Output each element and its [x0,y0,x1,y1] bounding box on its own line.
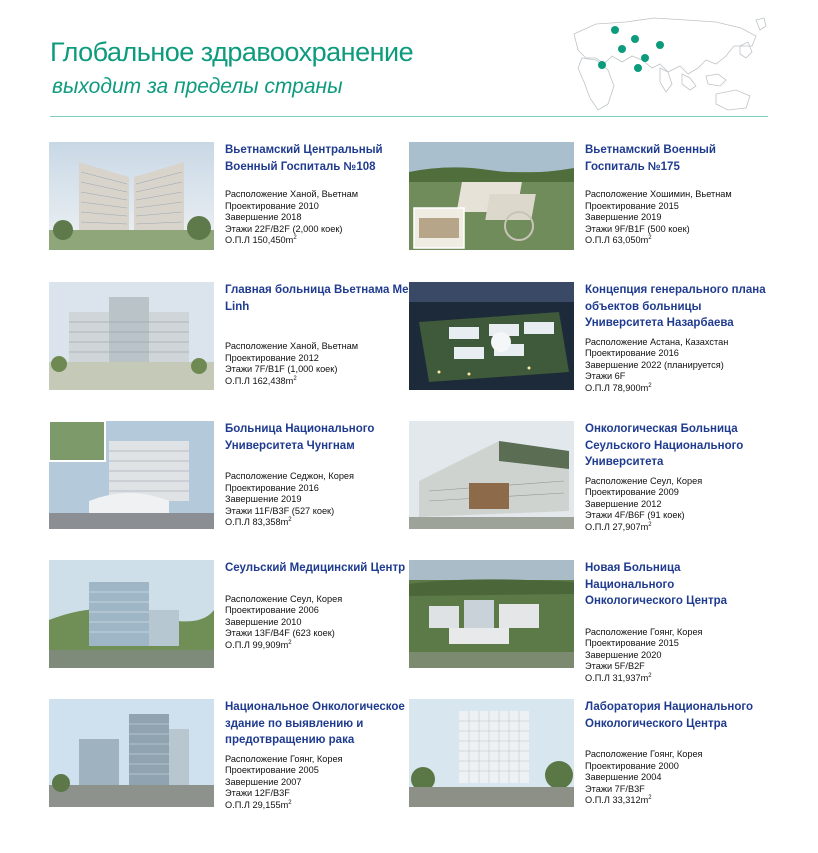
project-card: Национальное Онкологическое здание по выявлению и предотвращению рака Расположение Гоянг, Корея Проектирование 2005 Завершение 2007 Этажи 12F/B3F О.П.Л $29,155m^2$ [49,699,409,819]
project-card: Сеульский Медицинский Центр Расположение Сеул, Корея Проектирование 2006 Завершение 2010 Этажи 13F/B4F (623 коек) О.П.Л $99,909m^2$ [49,560,409,680]
project-design-year: 2010 [298,200,319,211]
project-area: 31,937 [612,672,641,683]
project-area: 162,438 [252,375,286,386]
project-floors: 12F/B3F [254,788,290,799]
project-photo [49,421,214,529]
project-location: Гоянг, Корея [650,749,703,759]
project-floors: 7F/B3F [614,783,645,794]
project-card: Вьетнамский Центральный Военный Госпиталь №108 Расположение Ханой, Вьетнам Проектирование 2010 Завершение 2018 Этажи 22F/B2F (2,000 коек) О.П.Л $150,450m^2$ [49,142,409,262]
map-marker [641,54,649,62]
project-design-year: 2015 [658,638,679,649]
project-name: Новая Больница Национального Онкологического Центра [585,562,728,607]
project-photo [409,560,574,668]
project-name: Онкологическая Больница Сеульского Национального Университета [585,423,744,468]
project-completion-year: 2019 [641,212,662,223]
project-completion-year: 2018 [281,212,302,223]
project-area: 27,907 [612,521,641,532]
project-photo [409,142,574,250]
project-card: Лаборатория Национального Онкологического Центра Расположение Гоянг, Корея Проектирование 2000 Завершение 2004 Этажи 7F/B3F О.П.Л $33,312m^2$ [409,699,769,819]
project-location: Сеул, Корея [290,593,343,604]
project-floors: 11F/B3F (527 коек) [254,505,335,516]
map-marker [611,26,619,34]
project-name: Вьетнамский Военный Госпиталь №175 [585,144,716,173]
project-name: Лаборатория Национального Онкологического Центра [585,701,754,730]
project-design-year: 2016 [658,348,679,359]
project-location: Гоянг, Корея [650,626,703,637]
project-area: 63,050 [612,235,641,246]
project-completion-year: 2020 [641,649,662,660]
page-subtitle: выходит за пределы страны [52,75,343,98]
project-area: 150,450 [252,235,286,246]
page-title: Глобальное здравоохранение [50,37,414,67]
project-photo [49,560,214,668]
map-markers [598,26,664,72]
project-area: 29,155 [252,799,281,810]
project-area: 33,312 [612,795,641,806]
project-floors: 13F/B4F (623 коек) [254,628,335,639]
project-completion-year: 2022 (планируется) [641,359,724,370]
project-design-year: 2000 [658,760,679,771]
project-area: 99,909 [252,639,281,650]
world-map [556,12,768,116]
project-completion-year: 2010 [281,616,302,627]
project-name: Главная больница Вьетнама Me Linh [225,284,409,313]
project-card: Главная больница Вьетнама Me Linh Расположение Ханой, Вьетнам Проектирование 2012 Этажи 7F/B1F (1,000 коек) О.П.Л $162,438m^2$ [49,282,409,402]
project-design-year: 2015 [658,200,679,211]
project-completion-year: 2019 [281,494,302,505]
project-card: Концепция генерального плана объектов больницы Университета Назарбаева Расположение Астана, Казахстан Проектирование 2016 Завершение 2022 (планируется) Этажи 6F О.П.Л $78,900m^2$ [409,282,769,402]
project-completion-year: 2007 [281,776,302,787]
project-name: Вьетнамский Центральный Военный Госпиталь №108 [225,144,383,173]
project-location: Седжон, Корея [290,471,355,481]
project-name: Концепция генерального плана объектов больницы Университета Назарбаева [585,284,766,329]
project-photo [49,699,214,807]
project-design-year: 2012 [298,352,319,363]
project-floors: 6F [614,371,626,382]
project-floors: 9F/B1F (500 коек) [614,223,690,234]
project-design-year: 2016 [298,482,319,493]
project-location: Хошимин, Вьетнам [650,189,732,199]
project-location: Ханой, Вьетнам [290,341,359,351]
project-floors: 22F/B2F (2,000 коек) [254,223,343,234]
project-area: 78,900 [612,382,641,393]
project-card: Новая Больница Национального Онкологического Центра Расположение Гоянг, Корея Проектирование 2015 Завершение 2020 Этажи 5F/B2F О.П.Л $31,937m^2$ [409,560,769,680]
project-card: Онкологическая Больница Сеульского Национального Университета Расположение Сеул, Корея Проектирование 2009 Завершение 2012 Этажи 4F/B6F (91 коек) О.П.Л $27,907m^2$ [409,421,769,541]
project-photo [49,142,214,250]
project-area: 83,358 [252,517,281,528]
project-photo [49,282,214,390]
project-design-year: 2009 [658,487,679,498]
map-marker [631,35,639,43]
project-location: Гоянг, Корея [290,753,343,764]
project-photo [409,421,574,529]
map-marker [618,45,626,53]
project-design-year: 2005 [298,765,319,776]
project-floors: 4F/B6F (91 коек) [614,510,685,521]
project-completion-year: 2012 [641,498,662,509]
project-name: Больница Национального Университета Чунгнам [225,423,375,452]
project-name: Сеульский Медицинский Центр [225,562,406,574]
project-photo [409,282,574,390]
map-marker [598,61,606,69]
project-card: Вьетнамский Военный Госпиталь №175 Расположение Хошимин, Вьетнам Проектирование 2015 Завершение 2019 Этажи 9F/B1F (500 коек) О.П.Л $63,050m^2$ [409,142,769,262]
project-completion-year: 2004 [641,772,662,783]
project-card: Больница Национального Университета Чунгнам Расположение Седжон, Корея Проектирование 2016 Завершение 2019 Этажи 11F/B3F (527 коек) О.П.Л $83,358m^2$ [49,421,409,541]
project-design-year: 2006 [298,605,319,616]
project-location: Астана, Казахстан [650,336,729,347]
project-location: Сеул, Корея [650,475,703,486]
header-divider [50,116,768,117]
project-location: Ханой, Вьетнам [290,189,359,199]
project-floors: 7F/B1F (1,000 коек) [254,364,338,375]
map-marker [634,64,642,72]
map-marker [656,41,664,49]
project-floors: 5F/B2F [614,661,645,672]
project-photo [409,699,574,807]
project-name: Национальное Онкологическое здание по выявлению и предотвращению рака [225,701,405,746]
